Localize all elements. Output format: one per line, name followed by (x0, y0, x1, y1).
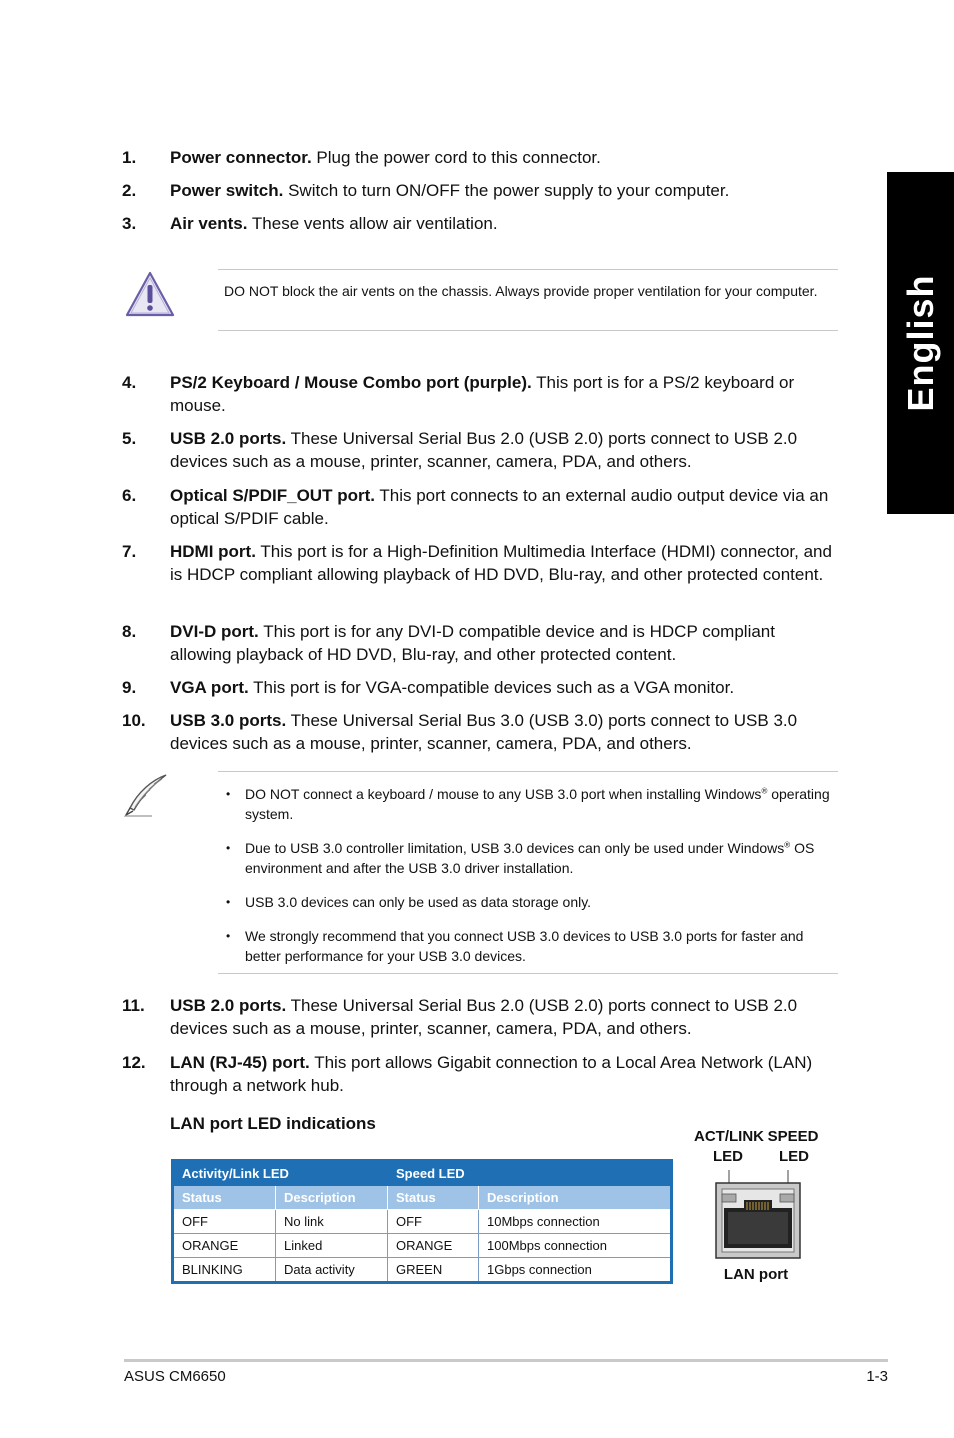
item-text: Switch to turn ON/OFF the power supply to your computer. (283, 181, 730, 200)
item-text: This port is for a PS/2 keyboard or mouse. (170, 373, 795, 415)
table-column-header (173, 1186, 672, 1210)
item-number: 3. (122, 214, 137, 233)
list-item (122, 620, 832, 666)
item-text: This port is for a High-Definition Multimedia Interface (HDMI) connector, and is HDCP compliant allowing playback of HD DVD, Blu-ray, and other protected content. (170, 542, 832, 584)
table-row (173, 1234, 672, 1258)
item-lead: USB 2.0 ports. (170, 996, 287, 1015)
item-lead: USB 2.0 ports. (170, 429, 287, 448)
list-item (122, 179, 832, 202)
note-pen-icon (122, 772, 170, 818)
list-item (122, 146, 832, 169)
item-text: This port is for VGA-compatible devices such as a VGA monitor. (248, 678, 735, 697)
registered-mark: ® (784, 840, 791, 850)
item-lead: USB 3.0 ports. (170, 711, 287, 730)
item-lead: DVI-D port. (170, 622, 259, 641)
note-item (218, 892, 838, 912)
language-tab (887, 172, 954, 514)
item-number: 4. (122, 373, 137, 392)
item-number: 10. (122, 711, 146, 730)
item-text: These Universal Serial Bus 3.0 (USB 3.0) ports connect to USB 3.0 devices such as a mouse, printer, scanner, camera, PDA, and others. (170, 711, 798, 753)
footer-divider (124, 1359, 888, 1362)
item-lead: Air vents. (170, 214, 248, 233)
note-text-cont: OS environment and after the USB 3.0 driver installation. (245, 840, 815, 876)
note-text: DO NOT connect a keyboard / mouse to any USB 3.0 port when installing Windows (245, 786, 762, 802)
footer-model: ASUS CM6650 (124, 1368, 226, 1385)
table-cell: No link (276, 1210, 388, 1234)
warning-callout (218, 269, 838, 331)
item-number: 2. (122, 181, 137, 200)
list-item (122, 709, 832, 755)
table-cell: OFF (388, 1210, 479, 1234)
note-item (218, 926, 838, 966)
item-text: These Universal Serial Bus 2.0 (USB 2.0) ports connect to USB 2.0 devices such as a mouse, printer, scanner, camera, PDA, and others. (170, 429, 798, 471)
item-number: 6. (122, 486, 137, 505)
lan-led-table (171, 1159, 673, 1284)
registered-mark: ® (761, 786, 768, 796)
list-item (122, 371, 832, 417)
list-item (122, 540, 832, 586)
list-item (122, 994, 832, 1040)
list-item (122, 484, 832, 530)
table-cell: ORANGE (388, 1234, 479, 1258)
group-header-cell: Speed LED (388, 1161, 672, 1186)
item-number: 12. (122, 1053, 146, 1072)
led-label-right: LED (779, 1148, 809, 1165)
note-text: USB 3.0 devices can only be used as data storage only. (245, 894, 592, 910)
warning-icon (124, 270, 176, 318)
item-lead: Optical S/PDIF_OUT port. (170, 486, 375, 505)
list-item (122, 1051, 832, 1097)
notes-callout (218, 771, 838, 974)
column-header: Description (276, 1186, 388, 1210)
column-header: Description (479, 1186, 672, 1210)
table-cell: 10Mbps connection (479, 1210, 672, 1234)
note-item (218, 784, 838, 824)
table-cell: Linked (276, 1234, 388, 1258)
column-header: Status (173, 1186, 276, 1210)
item-lead: Power connector. (170, 148, 312, 167)
language-tab-label: English (899, 274, 941, 412)
item-number: 1. (122, 148, 137, 167)
item-text: These Universal Serial Bus 2.0 (USB 2.0) ports connect to USB 2.0 devices such as a mouse, printer, scanner, camera, PDA, and others. (170, 996, 798, 1038)
notes-list (218, 772, 838, 966)
group-header-cell: Activity/Link LED (173, 1161, 388, 1186)
item-lead: VGA port. (170, 678, 249, 697)
table-row (173, 1258, 672, 1283)
table-cell: 1Gbps connection (479, 1258, 672, 1283)
speed-label: SPEED (767, 1128, 819, 1145)
list-item (122, 427, 832, 473)
item-number: 11. (122, 996, 145, 1015)
item-number: 8. (122, 622, 137, 641)
item-text: This port allows Gigabit connection to a Local Area Network (LAN) through a network hub. (170, 1053, 813, 1095)
led-label-left: LED (713, 1148, 743, 1165)
item-lead: LAN (RJ-45) port. (170, 1053, 310, 1072)
table-cell: Data activity (276, 1258, 388, 1283)
table-cell: OFF (173, 1210, 276, 1234)
lan-led-heading: LAN port LED indications (170, 1114, 376, 1133)
item-lead: PS/2 Keyboard / Mouse Combo port (purple). (170, 373, 532, 392)
table-cell: 100Mbps connection (479, 1234, 672, 1258)
table-cell: BLINKING (173, 1258, 276, 1283)
footer-page-number: 1-3 (866, 1368, 888, 1385)
table-cell: GREEN (388, 1258, 479, 1283)
lan-port-icon (714, 1170, 804, 1262)
table-row (173, 1210, 672, 1234)
column-header: Status (388, 1186, 479, 1210)
table-cell: ORANGE (173, 1234, 276, 1258)
item-number: 9. (122, 678, 137, 697)
list-item (122, 676, 832, 699)
note-item (218, 838, 838, 878)
list-item (122, 212, 832, 235)
warning-text: DO NOT block the air vents on the chassis. Always provide proper ventilation for your computer. (224, 283, 818, 299)
item-text: Plug the power cord to this connector. (311, 148, 601, 167)
item-number: 7. (122, 542, 137, 561)
note-text: We strongly recommend that you connect USB 3.0 devices to USB 3.0 ports for faster and better performance for your USB 3.0 devices. (245, 928, 804, 964)
act-link-label: ACT/LINK (694, 1128, 764, 1145)
item-text: This port is for any DVI-D compatible device and is HDCP compliant allowing playback of HD DVD, Blu-ray, and other protected content. (170, 622, 775, 664)
item-number: 5. (122, 429, 137, 448)
item-lead: Power switch. (170, 181, 284, 200)
item-lead: HDMI port. (170, 542, 256, 561)
item-text: These vents allow air ventilation. (247, 214, 498, 233)
table-group-header (173, 1161, 672, 1186)
item-text: This port connects to an external audio output device via an optical S/PDIF cable. (170, 486, 829, 528)
lan-port-label: LAN port (723, 1266, 789, 1283)
note-text: Due to USB 3.0 controller limitation, USB 3.0 devices can only be used under Windows (245, 840, 785, 856)
note-text-cont: operating system. (245, 786, 830, 822)
